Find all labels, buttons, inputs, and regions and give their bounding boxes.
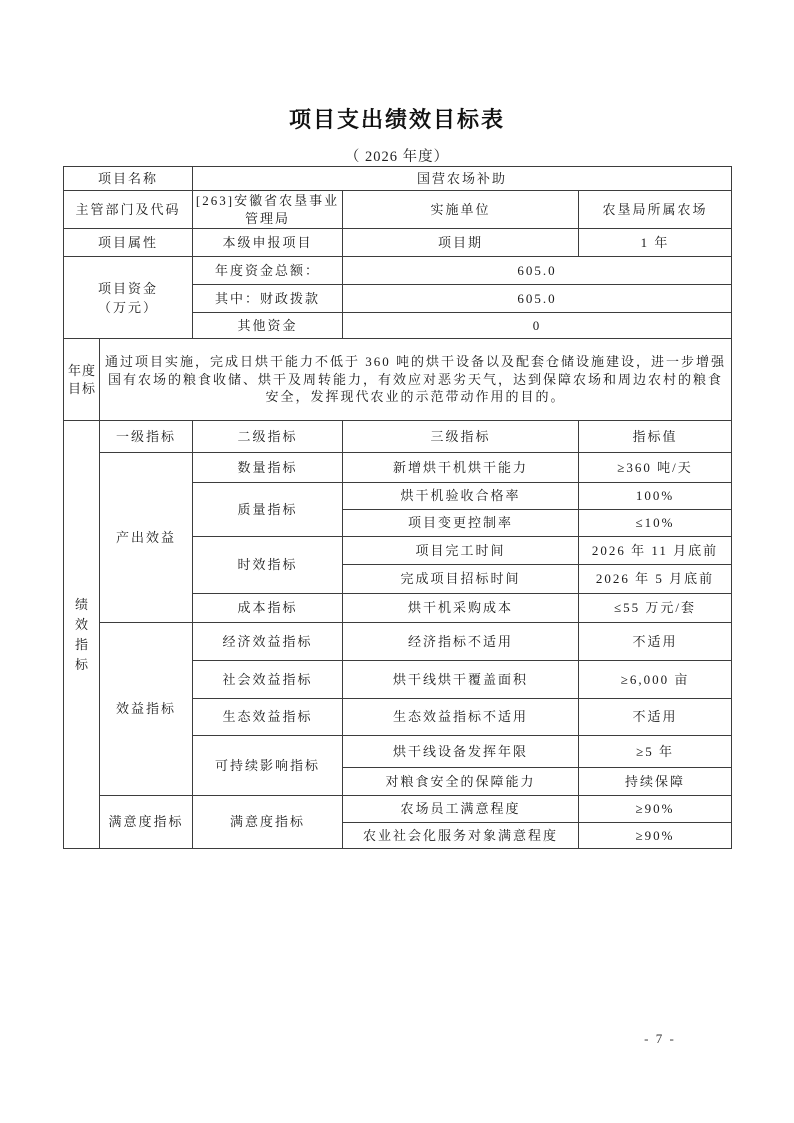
row-fund-total xyxy=(64,257,732,285)
header-level2: 二级指标 xyxy=(193,421,343,453)
dept-label: 主管部门及代码 xyxy=(64,191,193,229)
header-value: 指标值 xyxy=(579,421,732,453)
row-attribute xyxy=(64,229,732,257)
row-indicator-header xyxy=(64,421,732,453)
value-cell: 100% xyxy=(579,483,732,510)
level3-cell: 农场员工满意程度 xyxy=(343,796,579,823)
indicators-side-label-text: 绩效指标 xyxy=(74,596,88,672)
level3-cell: 烘干机采购成本 xyxy=(343,594,579,623)
period-label: 项目期 xyxy=(343,229,579,257)
funds-label-text xyxy=(98,279,158,317)
value-cell: ≥90% xyxy=(579,823,732,849)
annual-goal-text: 通过项目实施，完成日烘干能力不低于 360 吨的烘干设备以及配套仓储设施建设，进一步增强国有农场的粮食收储、烘干及周转能力，有效应对恶劣天气，达到保障农场和周边农村的粮食安全，发挥现代农业的示范带动作用的目的。 xyxy=(100,339,732,421)
header-level1: 一级指标 xyxy=(100,421,193,453)
header-level3: 三级指标 xyxy=(343,421,579,453)
fund-other-value: 0 xyxy=(343,313,732,339)
level1-satisfaction: 满意度指标 xyxy=(100,796,193,849)
fund-fiscal-label: 其中：财政拨款 xyxy=(193,285,343,313)
annual-goal-label xyxy=(64,339,100,421)
project-name-label: 项目名称 xyxy=(64,167,193,191)
value-cell: ≥90% xyxy=(579,796,732,823)
funds-label xyxy=(64,257,193,339)
indicator-row xyxy=(64,796,732,823)
value-cell: ≥6,000 亩 xyxy=(579,661,732,699)
funds-label-line1: 项目资金 xyxy=(98,280,159,296)
level2-sustainability: 可持续影响指标 xyxy=(193,736,343,796)
indicator-row xyxy=(64,453,732,483)
level1-benefit: 效益指标 xyxy=(100,623,193,796)
dept-value: [263]安徽省农垦事业管理局 xyxy=(193,191,343,229)
value-cell: ≥360 吨/天 xyxy=(579,453,732,483)
project-name-value: 国营农场补助 xyxy=(193,167,732,191)
level3-cell: 农业社会化服务对象满意程度 xyxy=(343,823,579,849)
attribute-label: 项目属性 xyxy=(64,229,193,257)
fund-fiscal-value: 605.0 xyxy=(343,285,732,313)
level2-economic: 经济效益指标 xyxy=(193,623,343,661)
fund-total-value: 605.0 xyxy=(343,257,732,285)
value-cell: 2026 年 5 月底前 xyxy=(579,565,732,594)
value-cell: 不适用 xyxy=(579,623,732,661)
level2-cost: 成本指标 xyxy=(193,594,343,623)
impl-unit-value: 农垦局所属农场 xyxy=(579,191,732,229)
value-cell: ≤55 万元/套 xyxy=(579,594,732,623)
fund-other-label: 其他资金 xyxy=(193,313,343,339)
level2-quantity: 数量指标 xyxy=(193,453,343,483)
document-subtitle: （ 2026 年度） xyxy=(344,149,450,165)
document-title: 项目支出绩效目标表 xyxy=(288,107,505,132)
level2-social: 社会效益指标 xyxy=(193,661,343,699)
value-cell: 2026 年 11 月底前 xyxy=(579,537,732,565)
level3-cell: 烘干线设备发挥年限 xyxy=(343,736,579,768)
row-department xyxy=(64,191,732,229)
indicators-side-label xyxy=(64,421,100,849)
level3-cell: 新增烘干机烘干能力 xyxy=(343,453,579,483)
level2-timeliness: 时效指标 xyxy=(193,537,343,594)
level2-satisfaction: 满意度指标 xyxy=(193,796,343,849)
level3-cell: 烘干线烘干覆盖面积 xyxy=(343,661,579,699)
level1-output: 产出效益 xyxy=(100,453,193,623)
row-annual-goal xyxy=(64,339,732,421)
level3-cell: 经济指标不适用 xyxy=(343,623,579,661)
level3-cell: 项目完工时间 xyxy=(343,537,579,565)
value-cell: 不适用 xyxy=(579,699,732,736)
annual-goal-label-text: 年度目标 xyxy=(67,362,96,396)
indicator-row xyxy=(64,623,732,661)
attribute-value: 本级申报项目 xyxy=(193,229,343,257)
level2-ecological: 生态效益指标 xyxy=(193,699,343,736)
page-number: - 7 - xyxy=(644,1031,676,1046)
level3-cell: 项目变更控制率 xyxy=(343,510,579,537)
fund-total-label: 年度资金总额： xyxy=(193,257,343,285)
row-project-name xyxy=(64,167,732,191)
value-cell: ≤10% xyxy=(579,510,732,537)
level3-cell: 对粮食安全的保障能力 xyxy=(343,768,579,796)
value-cell: 持续保障 xyxy=(579,768,732,796)
level3-cell: 生态效益指标不适用 xyxy=(343,699,579,736)
value-cell: ≥5 年 xyxy=(579,736,732,768)
level3-cell: 完成项目招标时间 xyxy=(343,565,579,594)
funds-label-line2: （万元） xyxy=(98,299,159,315)
level3-cell: 烘干机验收合格率 xyxy=(343,483,579,510)
performance-target-table xyxy=(63,166,732,849)
impl-unit-label: 实施单位 xyxy=(343,191,579,229)
level2-quality: 质量指标 xyxy=(193,483,343,537)
period-value: 1 年 xyxy=(579,229,732,257)
